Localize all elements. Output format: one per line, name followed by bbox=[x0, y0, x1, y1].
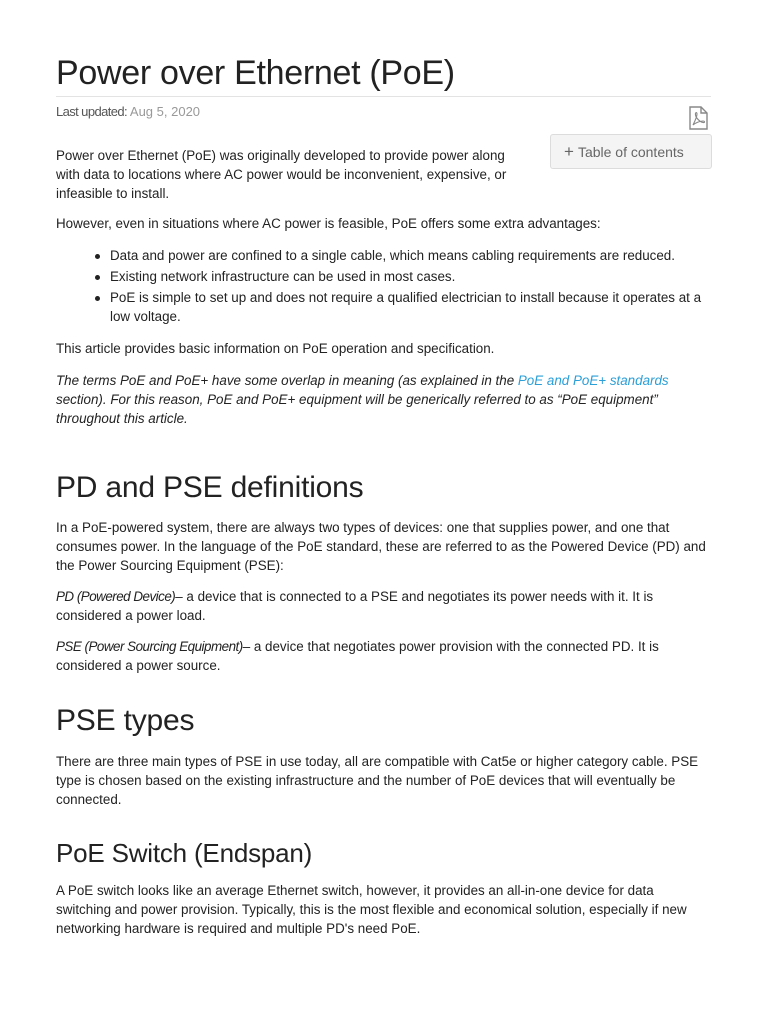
toc-label: Table of contents bbox=[577, 143, 684, 160]
pd-description: – a device that is connected to a PSE and negotiates its power needs with it. It is considered a power load. bbox=[56, 589, 654, 623]
pse-types-paragraph: There are three main types of PSE in use today, all are compatible with Cat5e or higher category cable. PSE type is chosen based on the existing infrastructure and the number of PoE devices that will eventually be connected. bbox=[56, 754, 699, 807]
poe-switch-paragraph: A PoE switch looks like an average Ethernet switch, however, it provides an all-in-one device for data switching and power provision. Typically, this is the most flexible and economical solution, especially if new networking hardware is required and multiple PD's need PoE. bbox=[56, 883, 687, 936]
last-updated bbox=[56, 104, 200, 119]
page-title: Power over Ethernet (PoE) bbox=[56, 54, 455, 92]
last-updated-label: Last updated: bbox=[56, 104, 127, 119]
note-text-end: section). For this reason, PoE and PoE+ equipment will be generically referred to as “PoE equipment” throughout this article. bbox=[56, 392, 658, 426]
plus-icon: + bbox=[564, 142, 574, 161]
pd-pse-paragraph: In a PoE-powered system, there are always two types of devices: one that supplies power, and one that consumes power. In the language of the PoE standard, these are referred to as the Powered Device (PD) and the Power Sourcing Equipment (PSE): bbox=[56, 520, 706, 573]
pdf-document-icon[interactable] bbox=[687, 106, 709, 130]
note-text-start: The terms PoE and PoE+ have some overlap in meaning (as explained in the bbox=[56, 373, 518, 388]
advantages-intro: However, even in situations where AC power is feasible, PoE offers some extra advantages: bbox=[56, 216, 601, 231]
intro-paragraph: Power over Ethernet (PoE) was originally developed to provide power along with data to locations where AC power would be inconvenient, expensive, or infeasible to install. bbox=[56, 148, 507, 201]
list-item: PoE is simple to set up and does not require a qualified electrician to install because it operates at a low voltage. bbox=[110, 288, 712, 326]
pse-term: PSE (Power Sourcing Equipment) bbox=[56, 639, 243, 654]
poe-switch-heading: PoE Switch (Endspan) bbox=[56, 838, 313, 868]
list-item: Existing network infrastructure can be used in most cases. bbox=[110, 267, 712, 286]
pd-term: PD (Powered Device) bbox=[56, 589, 176, 604]
advantages-list bbox=[56, 246, 712, 328]
pse-description: – a device that negotiates power provision with the connected PD. It is considered a power source. bbox=[56, 639, 659, 673]
list-item: Data and power are confined to a single cable, which means cabling requirements are reduced. bbox=[110, 246, 712, 265]
pse-definition bbox=[56, 637, 712, 675]
last-updated-value: Aug 5, 2020 bbox=[129, 104, 201, 119]
pse-types-heading: PSE types bbox=[56, 704, 195, 737]
pd-definition bbox=[56, 587, 712, 625]
terms-note bbox=[56, 371, 716, 428]
table-of-contents-button[interactable] bbox=[550, 134, 712, 169]
title-divider bbox=[56, 96, 711, 97]
article-scope: This article provides basic information on PoE operation and specification. bbox=[56, 341, 495, 356]
pd-pse-heading: PD and PSE definitions bbox=[56, 471, 364, 504]
poe-standards-link[interactable]: PoE and PoE+ standards bbox=[517, 373, 669, 388]
